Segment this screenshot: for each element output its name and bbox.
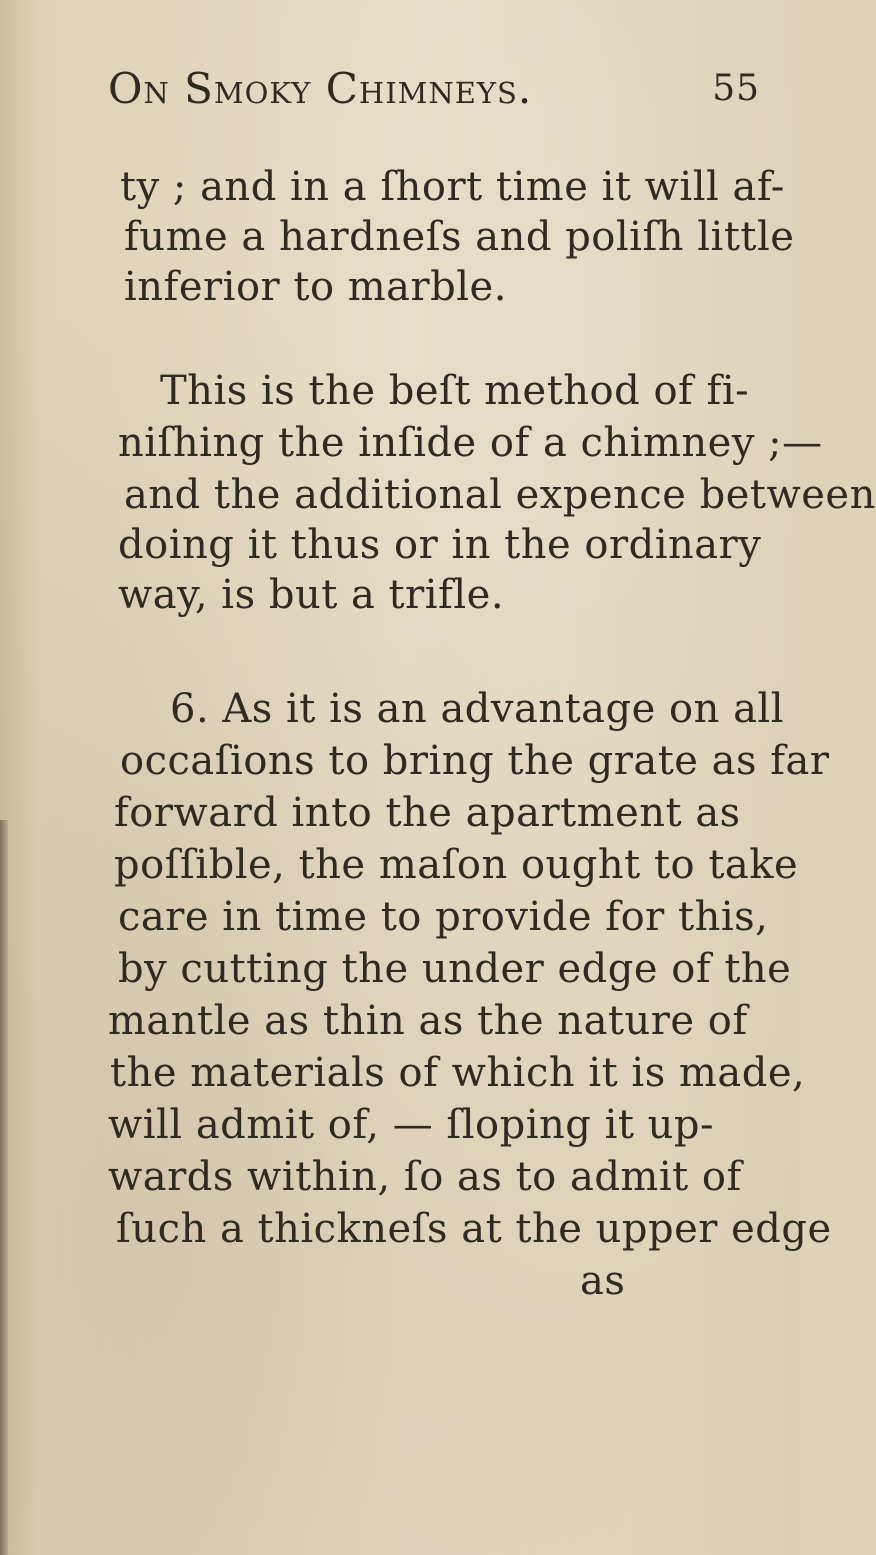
running-header	[108, 64, 760, 124]
text-line: niſhing the inſide of a chimney ;—	[118, 420, 823, 466]
text-line: by cutting the under edge of the	[118, 946, 792, 992]
text-line: the materials of which it is made,	[110, 1050, 806, 1096]
text-line: inferior to marble.	[124, 264, 507, 310]
text-line: care in time to provide for this,	[118, 894, 769, 940]
text-line: ſuch a thickneſs at the upper edge	[116, 1206, 832, 1252]
text-line: 6. As it is an advantage on all	[170, 686, 785, 732]
page-binding-edge	[0, 820, 8, 1555]
text-line: and the additional expence between	[124, 472, 876, 518]
text-line: wards within, ſo as to admit of	[108, 1154, 742, 1200]
text-line: This is the beſt method of fi-	[160, 368, 750, 414]
text-line: mantle as thin as the nature of	[108, 998, 748, 1044]
text-line: fume a hardneſs and poliſh little	[124, 214, 795, 260]
text-line: doing it thus or in the ordinary	[118, 522, 762, 568]
catchword: as	[580, 1258, 626, 1304]
text-line: occaſions to bring the grate as far	[120, 738, 830, 784]
running-title: On Smoky Chimneys.	[108, 64, 533, 113]
page-number: 55	[712, 68, 760, 109]
text-line: ty ; and in a ſhort time it will af-	[120, 164, 785, 210]
text-line: will admit of, — ſloping it up-	[108, 1102, 715, 1148]
text-line: forward into the apartment as	[114, 790, 741, 836]
text-line: poſſible, the maſon ought to take	[114, 842, 799, 888]
text-line: way, is but a trifle.	[118, 572, 505, 618]
